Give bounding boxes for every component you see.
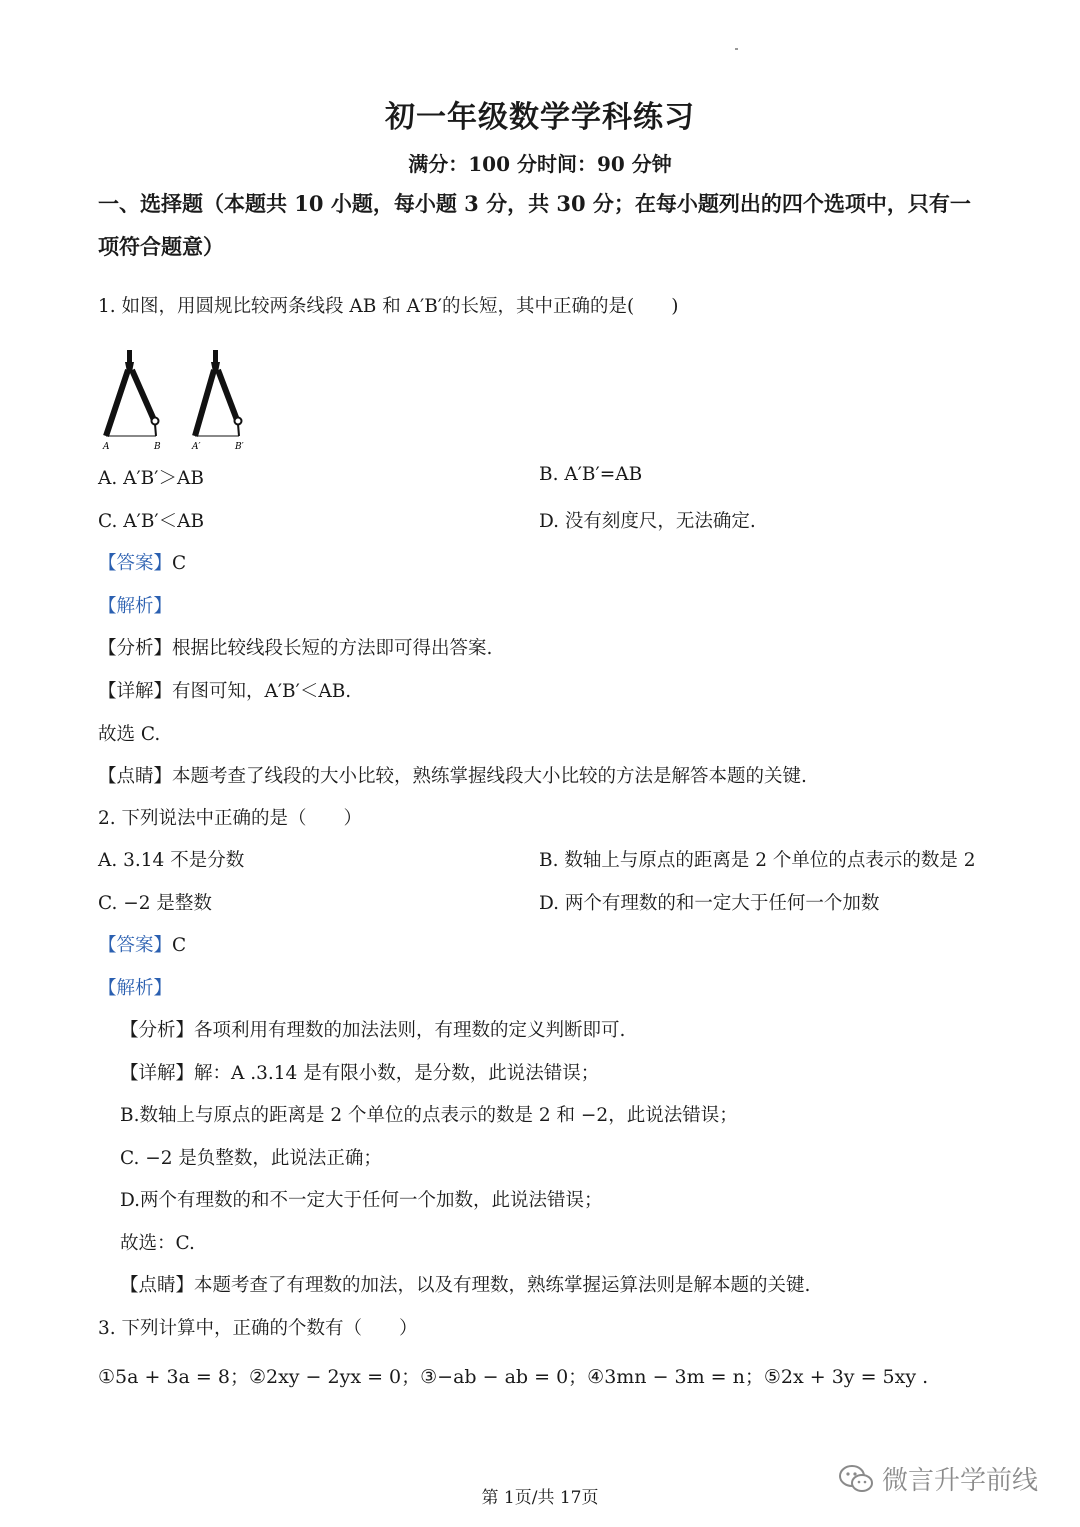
q2-analysis-tag: 【解析】 (98, 978, 173, 999)
q1-option-d: D. 没有刻度尺，无法确定. (539, 511, 756, 532)
label-b: B (154, 442, 161, 452)
q3-stem: 3. 下列计算中，正确的个数有（ ） (98, 1318, 418, 1339)
q2-answer: C (172, 935, 187, 956)
q2-dianjing: 【点睛】本题考查了有理数的加法，以及有理数，熟练掌握运算法则是解本题的关键. (120, 1275, 811, 1296)
section-heading-line1: 一、选择题（本题共 10 小题，每小题 3 分，共 30 分；在每小题列出的四个选项中，只有一 (98, 191, 971, 216)
page-number: 第 1页/共 17页 (481, 1488, 599, 1508)
page-subtitle: 满分：100 分时间：90 分钟 (408, 152, 672, 176)
page-title: 初一年级数学学科练习 (385, 100, 695, 135)
q1-option-b: B. A′B′=AB (539, 464, 643, 485)
q2-answer-tag: 【答案】 (98, 935, 173, 956)
q2-conclusion: 故选：C. (120, 1233, 195, 1254)
q3-expressions: ①5a + 3a = 8；②2xy − 2yx = 0；③−ab − ab = 0；④3mn − 3m = n；⑤2x + 3y = 5xy . (98, 1366, 929, 1388)
q1-dianjing: 【点睛】本题考查了线段的大小比较，熟练掌握线段大小比较的方法是解答本题的关键. (98, 766, 807, 787)
q2-line-d: D.两个有理数的和不一定大于任何一个加数，此说法错误； (120, 1190, 603, 1211)
wechat-icon (838, 1463, 874, 1495)
q2-option-a: A. 3.14 不是分数 (98, 850, 245, 871)
q1-answer: C (172, 553, 187, 574)
scan-speck (735, 48, 738, 50)
watermark (838, 1460, 1038, 1497)
label-b-prime: B′ (235, 442, 244, 452)
q2-xiangjie: 【详解】解：A .3.14 是有限小数，是分数，此说法错误； (120, 1063, 600, 1084)
compass-a-prime-b-prime (195, 350, 242, 436)
section-heading-line2: 项符合题意） (98, 234, 224, 259)
watermark-text: 微言升学前线 (882, 1466, 1039, 1496)
q1-option-c: C. A′B′＜AB (98, 511, 205, 532)
q2-answer-line (98, 931, 186, 957)
q2-option-d: D. 两个有理数的和一定大于任何一个加数 (539, 893, 880, 914)
q1-stem: 1. 如图，用圆规比较两条线段 AB 和 A′B′的长短，其中正确的是( ) (98, 296, 679, 317)
q2-line-b: B.数轴上与原点的距离是 2 个单位的点表示的数是 2 和 −2，此说法错误； (120, 1105, 738, 1126)
q1-answer-line (98, 549, 186, 575)
q1-fenxi: 【分析】根据比较线段长短的方法即可得出答案. (98, 638, 493, 659)
q1-answer-tag: 【答案】 (98, 553, 173, 574)
q1-analysis-tag: 【解析】 (98, 596, 173, 617)
q2-fenxi: 【分析】各项利用有理数的加法法则，有理数的定义判断即可. (120, 1020, 626, 1041)
q1-xiangjie: 【详解】有图可知，A′B′＜AB. (98, 681, 352, 702)
q2-option-c: C. −2 是整数 (98, 893, 212, 914)
label-a: A (103, 442, 110, 452)
label-a-prime: A′ (192, 442, 201, 452)
compass-ab (106, 350, 159, 436)
q1-option-a: A. A′B′＞AB (98, 468, 204, 489)
q2-stem: 2. 下列说法中正确的是（ ） (98, 808, 363, 829)
q2-line-c: C. −2 是负整数，此说法正确； (120, 1148, 382, 1169)
q1-conclusion: 故选 C. (98, 724, 161, 745)
compass-figure (98, 348, 258, 452)
q2-option-b: B. 数轴上与原点的距离是 2 个单位的点表示的数是 2 (539, 850, 976, 871)
